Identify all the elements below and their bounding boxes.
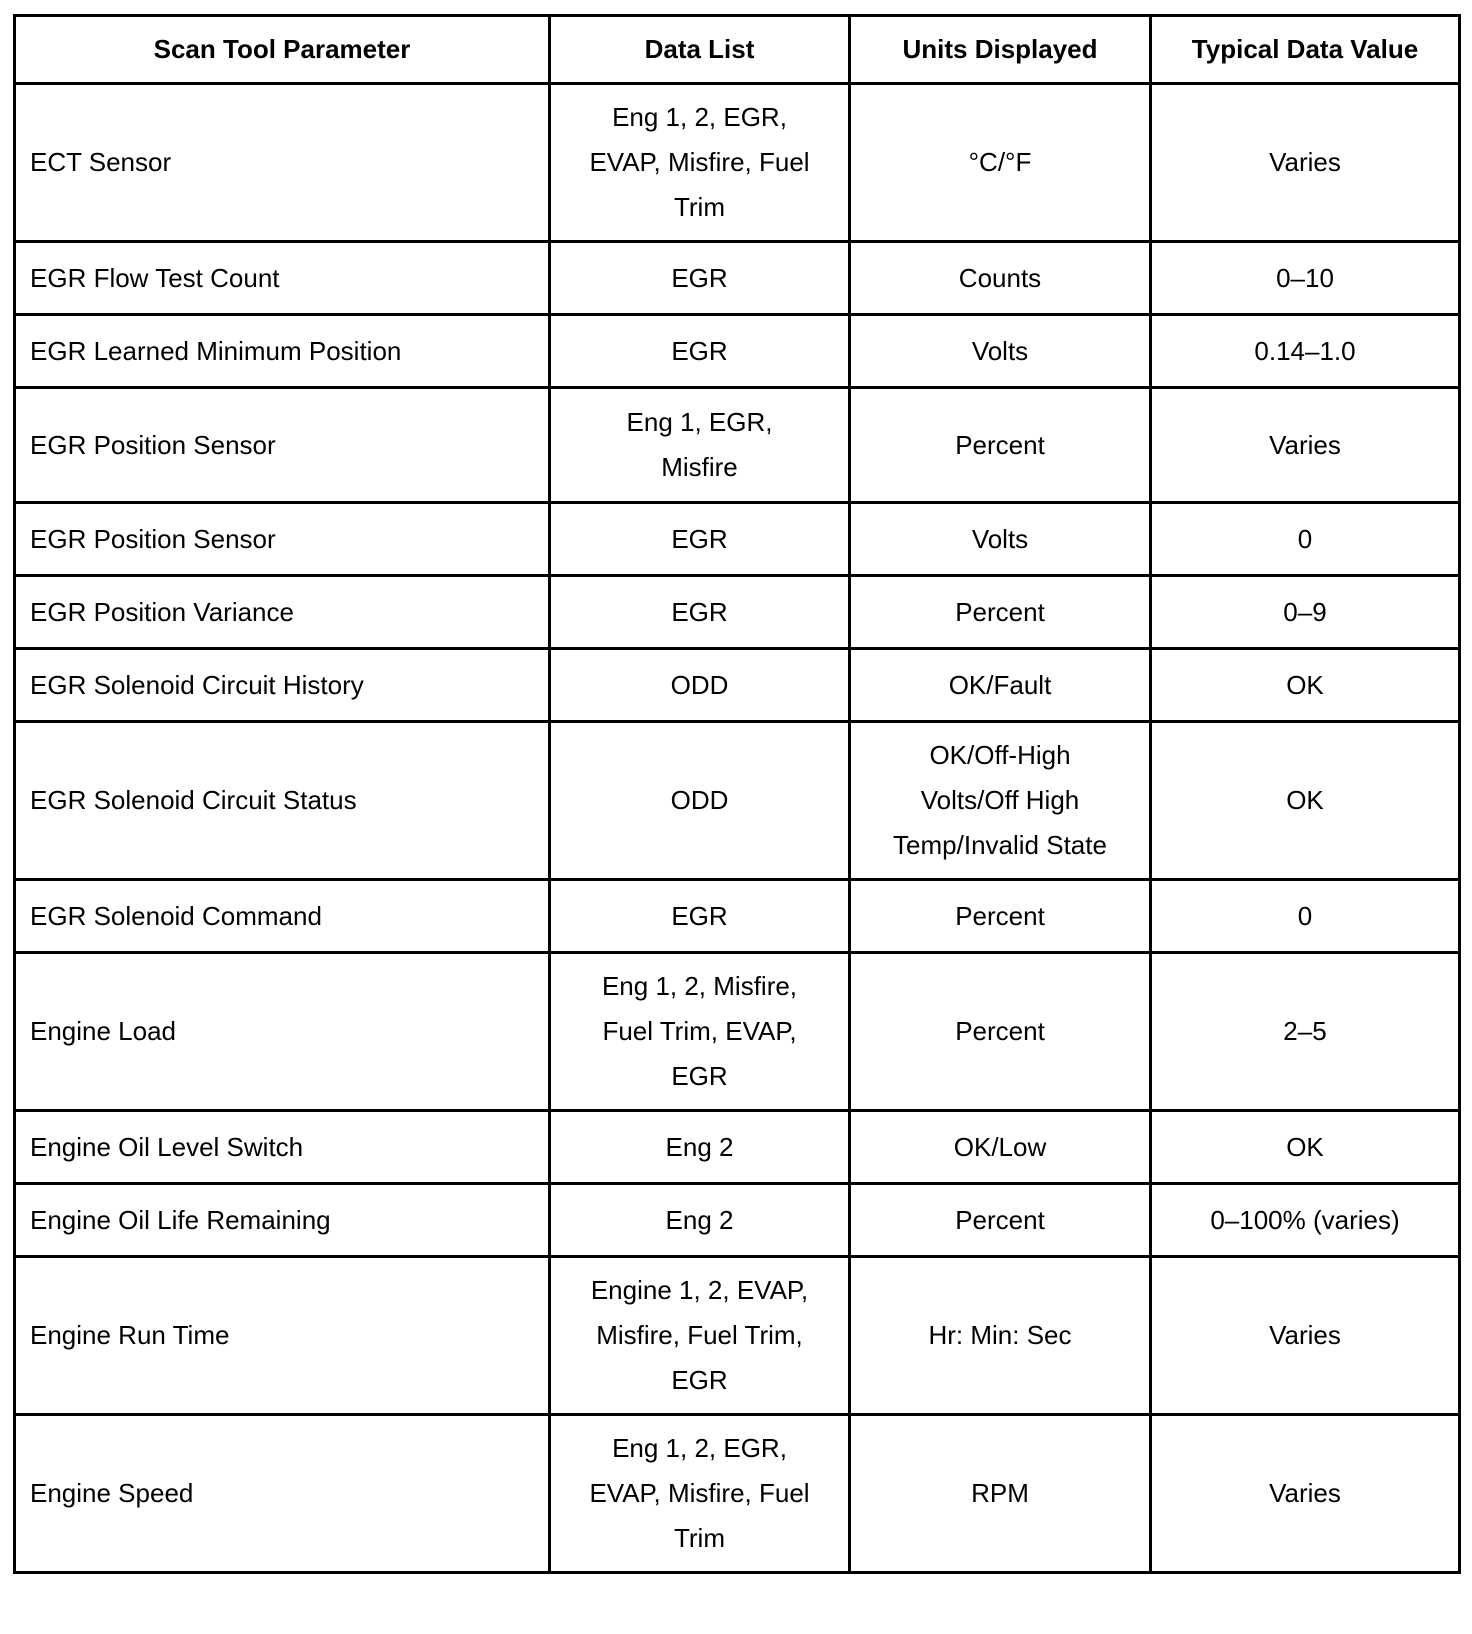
parameter-cell: Engine Oil Level Switch [15, 1111, 550, 1184]
data-list-cell: Eng 2 [550, 1184, 850, 1257]
typical-value-cell: 0–100% (varies) [1151, 1184, 1460, 1257]
data-list-cell [550, 1415, 850, 1573]
table-row [15, 84, 1460, 242]
table-row [15, 880, 1460, 953]
typical-value-cell: 0 [1151, 503, 1460, 576]
units-cell: Percent [850, 1184, 1151, 1257]
parameter-cell: EGR Position Sensor [15, 503, 550, 576]
typical-value-cell: OK [1151, 722, 1460, 880]
parameter-cell: EGR Learned Minimum Position [15, 315, 550, 388]
header-data-list: Data List [550, 16, 850, 84]
table-row [15, 649, 1460, 722]
parameter-cell: EGR Solenoid Command [15, 880, 550, 953]
table-row [15, 315, 1460, 388]
parameter-cell: Engine Run Time [15, 1257, 550, 1415]
typical-value-cell: Varies [1151, 388, 1460, 503]
units-cell: Volts [850, 315, 1151, 388]
table-row [15, 242, 1460, 315]
parameter-cell: Engine Load [15, 953, 550, 1111]
typical-value-cell: 0 [1151, 880, 1460, 953]
data-list-cell [550, 84, 850, 242]
table-row [15, 388, 1460, 503]
data-list-text: Eng 1, 2, EGR, EVAP, Misfire, Fuel Trim [589, 1433, 810, 1553]
units-cell: °C/°F [850, 84, 1151, 242]
data-list-text: Eng 1, 2, EGR, EVAP, Misfire, Fuel Trim [589, 102, 810, 222]
data-list-cell: EGR [550, 503, 850, 576]
table-row [15, 1184, 1460, 1257]
header-typical-data-value: Typical Data Value [1151, 16, 1460, 84]
units-cell: Percent [850, 953, 1151, 1111]
parameter-cell: EGR Position Sensor [15, 388, 550, 503]
table-row [15, 953, 1460, 1111]
parameter-cell: Engine Speed [15, 1415, 550, 1573]
parameter-cell: EGR Flow Test Count [15, 242, 550, 315]
units-cell: OK/Low [850, 1111, 1151, 1184]
table-row [15, 1111, 1460, 1184]
data-list-cell: Eng 2 [550, 1111, 850, 1184]
data-list-text: Engine 1, 2, EVAP, Misfire, Fuel Trim, EGR [590, 1275, 809, 1395]
typical-value-cell: 0–10 [1151, 242, 1460, 315]
units-cell: OK/Fault [850, 649, 1151, 722]
data-list-cell: EGR [550, 315, 850, 388]
units-cell: Counts [850, 242, 1151, 315]
units-cell: Hr: Min: Sec [850, 1257, 1151, 1415]
parameter-cell: ECT Sensor [15, 84, 550, 242]
units-cell [850, 722, 1151, 880]
data-list-cell [550, 1257, 850, 1415]
table-row [15, 1257, 1460, 1415]
header-units-displayed: Units Displayed [850, 16, 1151, 84]
data-list-text: Eng 1, EGR, Misfire [626, 407, 773, 482]
table-row [15, 722, 1460, 880]
units-cell: Percent [850, 388, 1151, 503]
data-list-cell [550, 388, 850, 503]
units-cell: RPM [850, 1415, 1151, 1573]
units-text: OK/Off-High Volts/Off High Temp/Invalid State [893, 740, 1107, 860]
typical-value-cell: 2–5 [1151, 953, 1460, 1111]
header-scan-tool-parameter: Scan Tool Parameter [15, 16, 550, 84]
typical-value-cell: 0–9 [1151, 576, 1460, 649]
typical-value-cell: Varies [1151, 84, 1460, 242]
typical-value-cell: Varies [1151, 1415, 1460, 1573]
data-list-cell: EGR [550, 576, 850, 649]
parameter-cell: EGR Position Variance [15, 576, 550, 649]
table-row [15, 503, 1460, 576]
units-cell: Volts [850, 503, 1151, 576]
parameter-cell: EGR Solenoid Circuit Status [15, 722, 550, 880]
typical-value-cell: 0.14–1.0 [1151, 315, 1460, 388]
data-list-cell: EGR [550, 242, 850, 315]
data-list-cell [550, 953, 850, 1111]
header-row [15, 16, 1460, 84]
parameter-cell: EGR Solenoid Circuit History [15, 649, 550, 722]
data-list-cell: ODD [550, 722, 850, 880]
units-cell: Percent [850, 880, 1151, 953]
scan-tool-data-table [13, 14, 1461, 1574]
table-row [15, 576, 1460, 649]
data-list-cell: EGR [550, 880, 850, 953]
typical-value-cell: OK [1151, 1111, 1460, 1184]
parameter-cell: Engine Oil Life Remaining [15, 1184, 550, 1257]
data-list-text: Eng 1, 2, Misfire, Fuel Trim, EVAP, EGR [601, 971, 798, 1091]
typical-value-cell: OK [1151, 649, 1460, 722]
data-list-cell: ODD [550, 649, 850, 722]
typical-value-cell: Varies [1151, 1257, 1460, 1415]
table-row [15, 1415, 1460, 1573]
units-cell: Percent [850, 576, 1151, 649]
